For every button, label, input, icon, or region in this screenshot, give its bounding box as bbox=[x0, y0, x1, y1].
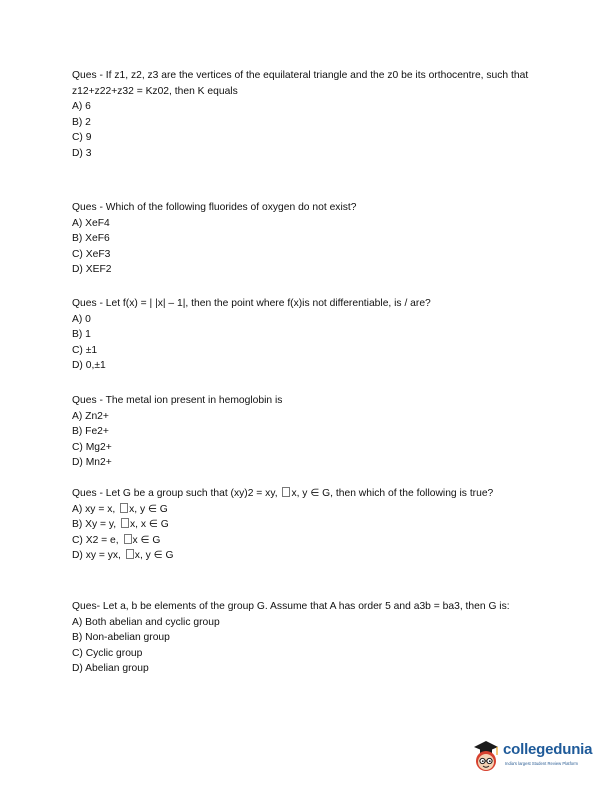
option: B) 1 bbox=[72, 329, 91, 341]
missing-glyph-box-icon bbox=[124, 534, 132, 544]
question-stem: Ques - The metal ion present in hemoglobin is bbox=[72, 395, 283, 406]
option bbox=[72, 502, 493, 518]
option bbox=[72, 533, 493, 549]
option: A) Both abelian and cyclic group bbox=[72, 616, 220, 628]
option bbox=[72, 548, 493, 564]
option-text: x ∈ G bbox=[132, 534, 161, 546]
option: B) Fe2+ bbox=[72, 426, 109, 438]
option: C) XeF3 bbox=[72, 248, 111, 260]
collegedunia-logo[interactable] bbox=[470, 735, 605, 780]
option: D) XEF2 bbox=[72, 264, 112, 276]
question-4 bbox=[72, 393, 282, 471]
question-6 bbox=[72, 599, 510, 677]
stem-part: Ques - Let G be a group such that (xy)2 = xy, bbox=[72, 488, 278, 499]
option-text: C) X2 = e, bbox=[72, 534, 119, 546]
option: B) Non-abelian group bbox=[72, 632, 170, 644]
question-stem: Ques - If z1, z2, z3 are the vertices of the equilateral triangle and the z0 be its orthocentre, such that z12+z22+z32 = Kz02, then K equals bbox=[72, 70, 529, 97]
option-text: B) Xy = y, bbox=[72, 519, 117, 531]
brand-name: collegedunia bbox=[503, 741, 593, 758]
stem-part: x, y ∈ G, then which of the following is true? bbox=[291, 488, 494, 499]
missing-glyph-box-icon bbox=[121, 518, 129, 528]
option: D) 3 bbox=[72, 147, 92, 159]
option-text: x, y ∈ G bbox=[129, 503, 168, 515]
question-stem: Ques - Let f(x) = | |x| – 1|, then the point where f(x)is not differentiable, is / are? bbox=[72, 298, 431, 309]
question-stem bbox=[72, 486, 493, 502]
brand-tagline: India's largest Student Review Platform bbox=[505, 761, 578, 766]
question-stem: Ques - Which of the following fluorides of oxygen do not exist? bbox=[72, 202, 357, 213]
option: D) 0,±1 bbox=[72, 360, 106, 372]
option: A) 6 bbox=[72, 101, 91, 113]
option: C) Mg2+ bbox=[72, 441, 112, 453]
option: D) Mn2+ bbox=[72, 457, 112, 469]
question-stem: Ques- Let a, b be elements of the group G. Assume that A has order 5 and a3b = ba3, then G is: bbox=[72, 601, 510, 612]
option: A) Zn2+ bbox=[72, 410, 109, 422]
question-1 bbox=[72, 68, 542, 162]
missing-glyph-box-icon bbox=[120, 503, 128, 513]
graduate-mascot-icon bbox=[470, 738, 502, 776]
option: B) XeF6 bbox=[72, 233, 110, 245]
option-text: D) xy = yx, bbox=[72, 550, 121, 562]
option: C) ±1 bbox=[72, 344, 98, 356]
option-text: A) xy = x, bbox=[72, 503, 116, 515]
option: D) Abelian group bbox=[72, 663, 149, 675]
option-text: x, x ∈ G bbox=[130, 519, 169, 531]
missing-glyph-box-icon bbox=[282, 487, 290, 497]
question-5 bbox=[72, 486, 493, 564]
option: C) Cyclic group bbox=[72, 647, 143, 659]
option bbox=[72, 517, 493, 533]
option: B) 2 bbox=[72, 116, 91, 128]
option: A) XeF4 bbox=[72, 217, 110, 229]
question-2 bbox=[72, 200, 356, 278]
question-3 bbox=[72, 296, 431, 374]
option: C) 9 bbox=[72, 132, 92, 144]
option-text: x, y ∈ G bbox=[134, 550, 174, 562]
missing-glyph-box-icon bbox=[126, 549, 134, 559]
option: A) 0 bbox=[72, 313, 91, 325]
